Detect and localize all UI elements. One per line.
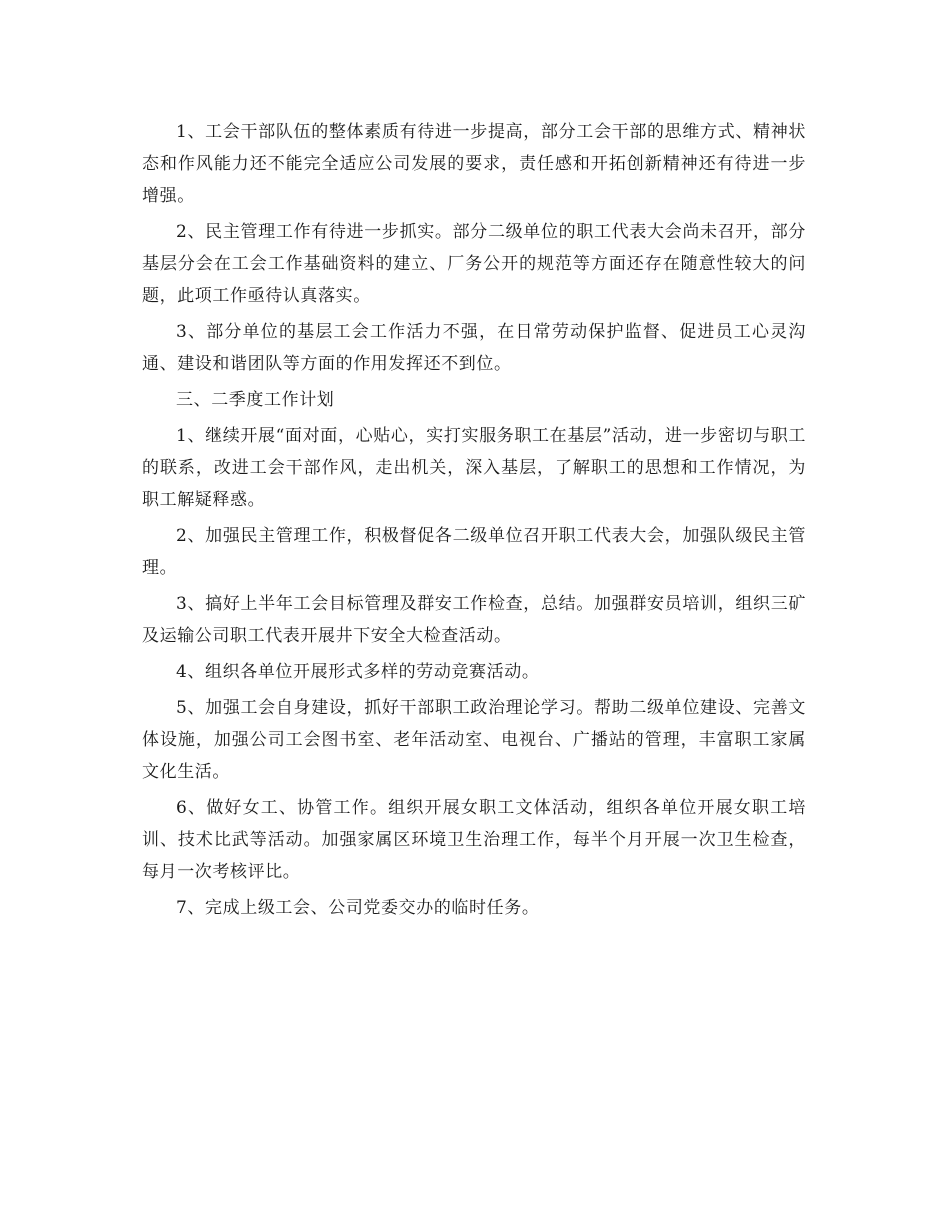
plan-item-2: 2、加强民主管理工作，积极督促各二级单位召开职工代表大会，加强队级民主管理。	[142, 526, 806, 578]
plan-item-4: 4、组织各单位开展形式多样的劳动竞赛活动。	[176, 662, 540, 682]
plan-item-1: 1、继续开展“面对面，心贴心，实打实服务职工在基层”活动，进一步密切与职工的联系，改进工会干部作风，走出机关，深入基层，了解职工的思想和工作情况，为职工解疑释惑。	[142, 426, 806, 510]
document-body	[142, 116, 806, 928]
plan-item-3: 3、搞好上半年工会目标管理及群安工作检查，总结。加强群安员培训，组织三矿及运输公司职工代表开展井下安全大检查活动。	[142, 594, 806, 646]
plan-item-6: 6、做好女工、协管工作。组织开展女职工文体活动，组织各单位开展女职工培训、技术比武等活动。加强家属区环境卫生治理工作，每半个月开展一次卫生检查，每月一次考核评比。	[142, 798, 806, 882]
plan-item-7: 7、完成上级工会、公司党委交办的临时任务。	[176, 898, 540, 918]
problem-item-1: 1、工会干部队伍的整体素质有待进一步提高，部分工会干部的思维方式、精神状态和作风能力还不能完全适应公司发展的要求，责任感和开拓创新精神还有待进一步增强。	[142, 122, 806, 206]
problem-item-3: 3、部分单位的基层工会工作活力不强，在日常劳动保护监督、促进员工心灵沟通、建设和谐团队等方面的作用发挥还不到位。	[142, 322, 806, 374]
plan-item-5: 5、加强工会自身建设，抓好干部职工政治理论学习。帮助二级单位建设、完善文体设施，加强公司工会图书室、老年活动室、电视台、广播站的管理，丰富职工家属文化生活。	[142, 698, 806, 782]
problem-item-2: 2、民主管理工作有待进一步抓实。部分二级单位的职工代表大会尚未召开，部分基层分会在工会工作基础资料的建立、厂务公开的规范等方面还存在随意性较大的问题，此项工作亟待认真落实。	[142, 222, 806, 306]
section-heading-q2-plan: 三、二季度工作计划	[176, 390, 335, 410]
